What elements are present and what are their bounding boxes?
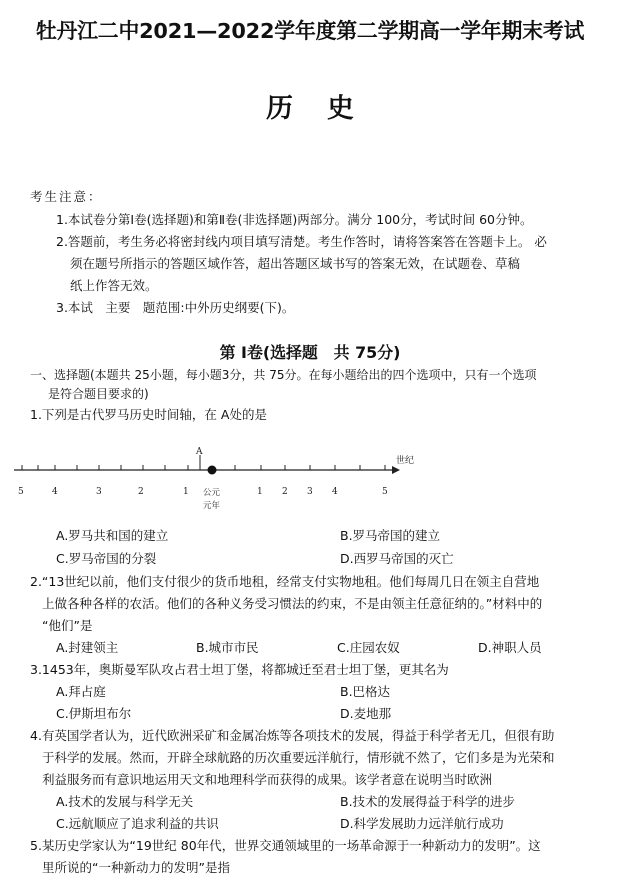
tick-label-bc-1: 1: [183, 487, 189, 497]
tick-label-ad-3: 3: [307, 487, 313, 497]
timeline-arrow: [392, 466, 400, 474]
q3-option-d: D.麦地那: [340, 706, 392, 721]
tick-label-bc-4: 4: [52, 487, 58, 497]
q1-option-a: A.罗马共和国的建立: [56, 528, 169, 543]
q2-option-b: B.城市市民: [196, 640, 259, 655]
tick-label-bc-2: 2: [138, 487, 144, 497]
subject-title: 历史: [266, 93, 388, 124]
q3-option-b: B.巴格达: [340, 684, 391, 699]
q3-option-c: C.伊斯坦布尔: [56, 706, 132, 721]
q3-stem: 3.1453年，奥斯曼军队攻占君士坦丁堡，将都城迁至君士坦丁堡，更其名为: [30, 662, 449, 677]
year-zero-label-2: 元年: [203, 501, 221, 511]
q4-option-b: B.技术的发展得益于科学的进步: [340, 794, 516, 809]
section-heading: 第 Ⅰ卷(选择题 共 75分): [219, 343, 401, 362]
section-intro-2: 是符合题目要求的): [48, 387, 149, 401]
tick-label-ad-4: 4: [332, 487, 338, 497]
timeline-unit-label: 世纪: [396, 456, 415, 466]
tick-label-bc-5: 5: [18, 487, 24, 497]
year-zero-dot: [208, 466, 217, 475]
exam-title: 牡丹江二中2021—2022学年度第二学期高一学年期末考试: [35, 19, 585, 43]
q4-option-a: A.技术的发展与科学无关: [56, 794, 194, 809]
q4-stem-1: 4.有英国学者认为，近代欧洲采矿和金属冶炼等各项技术的发展，得益于科学者无几，但很有助: [30, 728, 555, 743]
tick-label-ad-5: 5: [382, 487, 388, 497]
q3-option-a: A.拜占庭: [56, 684, 106, 699]
q4-option-c: C.远航顺应了追求利益的共识: [56, 816, 219, 831]
q2-option-c: C.庄园农奴: [337, 640, 400, 655]
year-zero-label-1: 公元: [203, 488, 221, 498]
notice-line-5: 3.本试 主要 题范围:中外历史纲要(下)。: [56, 300, 295, 315]
notice-line-4: 纸上作答无效。: [70, 278, 158, 293]
q1-option-d: D.西罗马帝国的灭亡: [340, 551, 454, 566]
tick-label-bc-3: 3: [96, 487, 102, 497]
q2-stem-3: “他们”是: [42, 618, 93, 633]
notice-line-1: 1.本试卷分第Ⅰ卷(选择题)和第Ⅱ卷(非选择题)两部分。满分 100分，考试时间 60分钟。: [56, 212, 533, 227]
marker-a-label: A: [196, 447, 203, 457]
q2-stem-1: 2.“13世纪以前，他们支付很少的货币地租，经常支付实物地租。他们每周几日在领主自营地: [30, 574, 540, 589]
q4-stem-2: 于科学的发展。然而，开辟全球航路的历次重要远洋航行，情形就不然了，它们多是为光荣和: [42, 750, 555, 765]
q5-stem-2: 里所说的“一种新动力的发明”是指: [42, 860, 230, 875]
q1-option-b: B.罗马帝国的建立: [340, 528, 441, 543]
notice-line-3: 须在题号所指示的答题区域作答，超出答题区域书写的答案无效，在试题卷、草稿: [70, 256, 521, 271]
section-intro-1: 一、选择题(本题共 25小题，每小题3分，共 75分。在每小题给出的四个选项中，只有一个选项: [30, 368, 537, 382]
q2-stem-2: 上做各种各样的农活。他们的各种义务受习惯法的约束，不是由领主任意征纳的。”材料中的: [42, 596, 543, 611]
tick-label-ad-2: 2: [282, 487, 288, 497]
notice-line-2: 2.答题前，考生务必将密封线内项目填写清楚。考生作答时，请将答案答在答题卡上。 必: [56, 234, 547, 249]
q2-option-d: D.神职人员: [478, 640, 542, 655]
q4-option-d: D.科学发展助力远洋航行成功: [340, 816, 504, 831]
notice-heading: 考生注意：: [30, 189, 103, 204]
q4-stem-3: 利益服务而有意识地运用天文和地理科学而获得的成果。该学者意在说明当时欧洲: [42, 772, 493, 787]
q5-stem-1: 5.某历史学家认为“19世纪 80年代，世界交通领域里的一场革命源于一种新动力的发明”。这: [30, 838, 541, 853]
q1-stem: 1.下列是古代罗马历史时间轴，在 A处的是: [30, 407, 267, 422]
q1-option-c: C.罗马帝国的分裂: [56, 551, 157, 566]
q2-option-a: A.封建领主: [56, 640, 119, 655]
tick-label-ad-1: 1: [257, 487, 263, 497]
roman-history-timeline: [0, 446, 620, 514]
